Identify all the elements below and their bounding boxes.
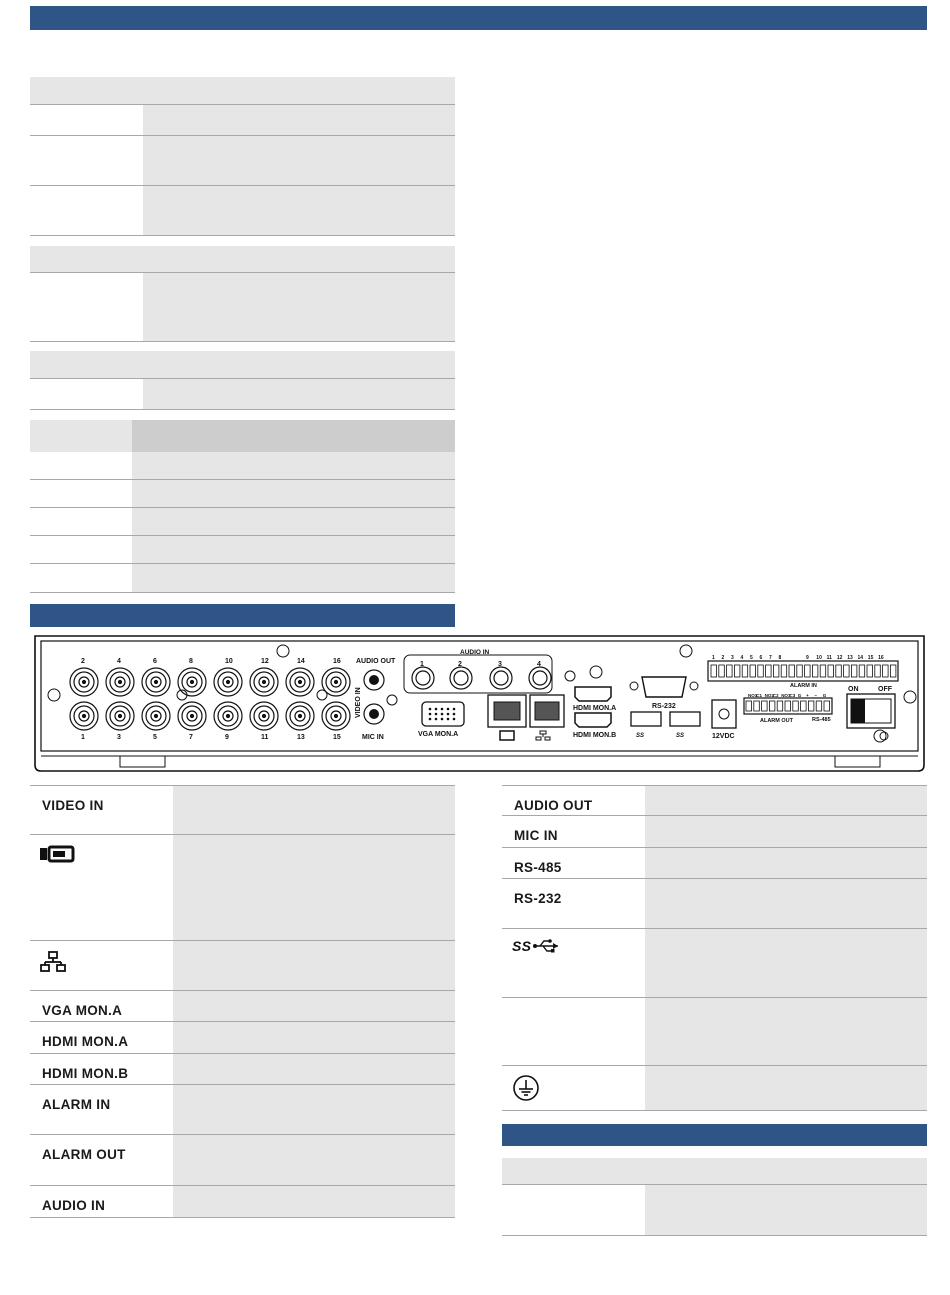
right-section-header (502, 1158, 927, 1185)
alarm-in-number: 13 (847, 655, 853, 661)
alarm-out-pin-label: NO1 (748, 693, 758, 698)
left-row-label (30, 941, 173, 991)
video-in-number: 14 (297, 658, 305, 665)
alarm-out-pin-label: C3 (789, 693, 796, 698)
audio-in-number: 2 (458, 661, 462, 668)
bnc-connector (322, 668, 350, 696)
panel-hdmi-a-label: HDMI MON.A (573, 705, 617, 712)
video-in-number: 1 (81, 734, 85, 741)
left-row-value (173, 1085, 455, 1135)
panel-on-label: ON (848, 686, 859, 693)
right-row-label: RS-485 (502, 848, 645, 879)
left-row-value (173, 1186, 455, 1218)
panel-off-label: OFF (878, 686, 892, 693)
esata-icon (40, 853, 76, 868)
alarm-in-number: 2 (721, 655, 725, 661)
panel-mic-in-label: MIC IN (362, 734, 384, 741)
alarm-in-number: 4 (740, 655, 744, 661)
alarm-in-number: 5 (750, 655, 753, 661)
right-row-value (645, 1066, 927, 1111)
right-section-bar (502, 1124, 927, 1146)
right-row-value (645, 785, 927, 816)
left-row-label: ALARM IN (30, 1085, 173, 1135)
bnc-connector (250, 668, 278, 696)
left-row-value (173, 1022, 455, 1054)
audio-in-number: 3 (498, 661, 502, 668)
right-section-row-1-value (645, 1185, 927, 1236)
alarm-in-number: 16 (878, 655, 884, 661)
bnc-connector (214, 668, 242, 696)
left-row-value (173, 1135, 455, 1186)
bnc-connector (178, 668, 206, 696)
left-row-label: VIDEO IN (30, 785, 173, 835)
left-row-label (30, 835, 173, 941)
video-in-number: 12 (261, 658, 269, 665)
panel-audio-out-label: AUDIO OUT (356, 658, 396, 665)
video-in-number: 9 (225, 734, 229, 741)
video-in-number: 6 (153, 658, 157, 665)
bnc-connector (178, 702, 206, 730)
bnc-connector (214, 702, 242, 730)
alarm-in-number: 9 (806, 655, 809, 661)
bnc-connector (250, 702, 278, 730)
right-row-label (502, 1066, 645, 1111)
alarm-out-pin-label: NO2 (764, 693, 774, 698)
bnc-connector (286, 702, 314, 730)
bnc-connector (286, 668, 314, 696)
bnc-connector (142, 668, 170, 696)
alarm-out-pin-label: C1 (756, 693, 763, 698)
alarm-in-number: 10 (816, 655, 822, 661)
bnc-connector (70, 668, 98, 696)
video-in-number: 8 (189, 658, 193, 665)
alarm-in-number: 8 (778, 655, 782, 661)
panel-power-label: 12VDC (712, 733, 735, 740)
right-row-value (645, 998, 927, 1066)
right-row-label: AUDIO OUT (502, 785, 645, 816)
video-in-number: 7 (189, 734, 193, 741)
panel-alarm-in-label: ALARM IN (790, 683, 817, 689)
ground-icon (512, 1090, 540, 1105)
alarm-in-number: 11 (826, 655, 832, 661)
left-row-label: ALARM OUT (30, 1135, 173, 1186)
video-in-number: 3 (117, 734, 121, 741)
alarm-in-number: 6 (759, 655, 763, 661)
alarm-out-pin-label: NO3 (781, 693, 791, 698)
left-row-label: HDMI MON.B (30, 1054, 173, 1085)
bnc-connector (106, 702, 134, 730)
panel-hdmi-b-label: HDMI MON.B (573, 732, 617, 739)
panel-audio-in-label: AUDIO IN (460, 649, 490, 656)
left-row-value (173, 991, 455, 1022)
alarm-in-number: 14 (857, 655, 864, 661)
video-in-number: 16 (333, 658, 341, 665)
video-in-number: 11 (261, 734, 269, 741)
left-row-value (173, 835, 455, 941)
right-row-value (645, 879, 927, 929)
panel-vga-label: VGA MON.A (418, 731, 459, 738)
right-section-row-1-label (502, 1185, 645, 1236)
right-row-value (645, 816, 927, 848)
alarm-out-pin-label: + (806, 693, 809, 698)
video-in-number: 4 (117, 658, 121, 665)
alarm-out-pin-label: − (814, 693, 818, 698)
bnc-connector (70, 702, 98, 730)
right-row-label (502, 998, 645, 1066)
alarm-out-pin-label: G (822, 693, 827, 698)
panel-usb-label-2: SS (676, 733, 685, 739)
bnc-connector (322, 702, 350, 730)
left-row-label: AUDIO IN (30, 1186, 173, 1218)
panel-usb-label-1: SS (636, 733, 645, 739)
alarm-out-pin-label: G (797, 693, 802, 698)
alarm-out-pin-label: C2 (772, 693, 779, 698)
left-row-label: VGA MON.A (30, 991, 173, 1022)
alarm-in-number: 3 (731, 655, 734, 661)
usb3-icon (512, 938, 562, 958)
audio-in-number: 1 (420, 661, 424, 668)
panel-video-in-label: VIDEO IN (355, 687, 362, 718)
right-row-value (645, 929, 927, 998)
panel-alarm-out-label: ALARM OUT (760, 718, 793, 724)
panel-rs485-label: RS-485 (812, 717, 831, 723)
left-row-value (173, 785, 455, 835)
audio-in-number: 4 (537, 661, 541, 668)
right-row-label: MIC IN (502, 816, 645, 848)
video-in-number: 5 (153, 734, 157, 741)
right-row-label (502, 929, 645, 998)
video-in-number: 10 (225, 658, 233, 665)
right-row-label: RS-232 (502, 879, 645, 929)
bnc-connector (142, 702, 170, 730)
left-row-value (173, 941, 455, 991)
bnc-connector (106, 668, 134, 696)
left-row-value (173, 1054, 455, 1085)
right-row-value (645, 848, 927, 879)
video-in-number: 15 (333, 734, 341, 741)
alarm-in-number: 12 (836, 655, 843, 661)
alarm-in-number: 15 (867, 655, 874, 661)
video-in-number: 13 (297, 734, 305, 741)
alarm-in-number: 1 (712, 655, 715, 661)
panel-rs232-label: RS-232 (652, 703, 676, 710)
network-icon (40, 963, 66, 978)
alarm-in-number: 7 (769, 655, 772, 661)
svg-text:SS: SS (512, 938, 532, 954)
video-in-number: 2 (81, 658, 85, 665)
left-row-label: HDMI MON.A (30, 1022, 173, 1054)
